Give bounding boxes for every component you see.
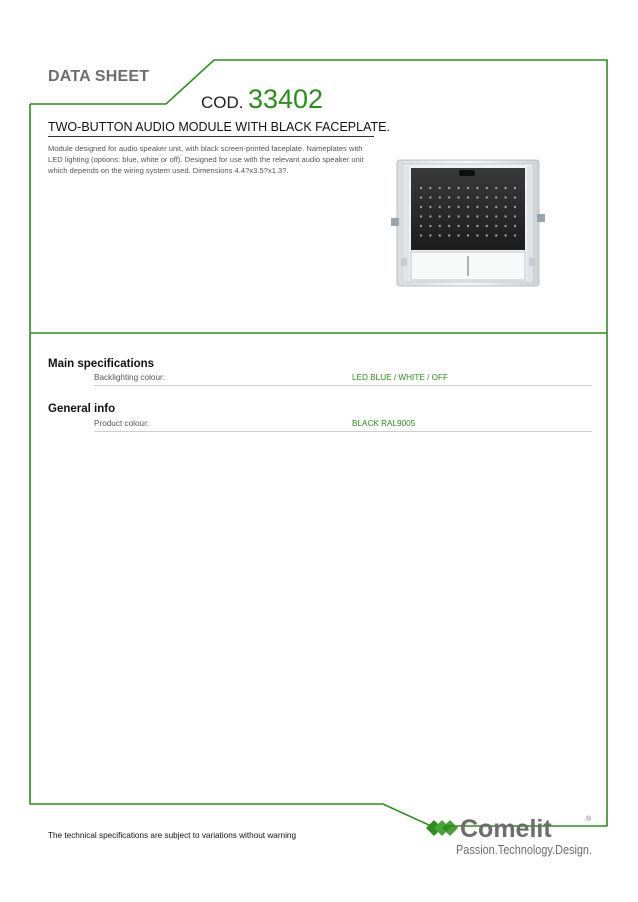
grill-hole (476, 196, 478, 198)
grill-hole (429, 225, 431, 227)
grill-hole (429, 187, 431, 189)
code-number: 33402 (247, 84, 324, 114)
grill-hole (448, 225, 450, 227)
product-description: Module designed for audio speaker unit, with black screen-printed faceplate. Nameplates with LED lighting (options: blue, white or off). Designed for use with the relevant audio speaker unit which depends on the wiring system used. Dimensions 4.4?x3.5?x1.3?. (48, 144, 364, 175)
spec-value: LED BLUE / WHITE / OFF (352, 373, 448, 382)
grill-hole (420, 215, 422, 217)
code-label: COD. (201, 93, 244, 112)
main-specifications-heading: Main specifications (48, 358, 155, 370)
grill-hole (504, 225, 506, 227)
grill-hole (504, 196, 506, 198)
document-title: DATA SHEET (48, 68, 150, 85)
grill-hole (429, 234, 431, 236)
grill-hole (457, 187, 459, 189)
grill-hole (476, 234, 478, 236)
grill-hole (420, 206, 422, 208)
grill-hole (486, 187, 488, 189)
grill-hole (486, 225, 488, 227)
grill-hole (420, 196, 422, 198)
grill-hole (457, 206, 459, 208)
grill-hole (429, 206, 431, 208)
grill-hole (467, 196, 469, 198)
grill-hole (514, 196, 516, 198)
grill-hole (448, 187, 450, 189)
grill-hole (439, 215, 441, 217)
grill-hole (504, 215, 506, 217)
grill-hole (514, 234, 516, 236)
grill-hole (486, 215, 488, 217)
grill-hole (486, 206, 488, 208)
grill-hole (429, 215, 431, 217)
spec-label: Product colour: (94, 419, 150, 428)
grill-hole (467, 215, 469, 217)
grill-hole (476, 215, 478, 217)
brand-tagline: Passion.Technology.Design. (456, 842, 592, 857)
grill-hole (504, 234, 506, 236)
grill-hole (514, 225, 516, 227)
grill-hole (448, 196, 450, 198)
spec-label: Backlighting colour: (94, 373, 165, 382)
grill-hole (476, 225, 478, 227)
grill-hole (420, 187, 422, 189)
grill-hole (486, 196, 488, 198)
grill-hole (467, 225, 469, 227)
registered-mark: ® (586, 816, 592, 823)
grill-hole (448, 215, 450, 217)
title-underline (48, 136, 374, 137)
spec-row-product-colour (94, 418, 592, 432)
grill-hole (448, 206, 450, 208)
grill-hole (420, 234, 422, 236)
spec-row-backlighting (94, 372, 592, 386)
spec-value: BLACK RAL9005 (352, 419, 416, 428)
grill-hole (429, 196, 431, 198)
grill-hole (467, 206, 469, 208)
grill-hole (467, 234, 469, 236)
product-title: TWO-BUTTON AUDIO MODULE WITH BLACK FACEPLATE. (48, 120, 390, 134)
footer-disclaimer: The technical specifications are subject to variations without warning (48, 831, 297, 840)
grill-hole (514, 187, 516, 189)
grill-hole (495, 215, 497, 217)
grill-hole (467, 187, 469, 189)
grill-hole (504, 206, 506, 208)
comelit-logo (424, 812, 596, 860)
grill-hole (495, 187, 497, 189)
brand-name: Comelit (460, 815, 552, 843)
grill-hole (420, 225, 422, 227)
grill-hole (495, 206, 497, 208)
general-info-heading: General info (48, 403, 116, 415)
grill-hole (514, 206, 516, 208)
grill-hole (439, 187, 441, 189)
grill-hole (457, 215, 459, 217)
grill-hole (504, 187, 506, 189)
grill-hole (495, 225, 497, 227)
grill-hole (448, 234, 450, 236)
grill-hole (439, 196, 441, 198)
grill-hole (514, 215, 516, 217)
grill-hole (457, 234, 459, 236)
grill-hole (439, 225, 441, 227)
grill-hole (495, 196, 497, 198)
product-code (201, 84, 323, 115)
grill-hole (457, 196, 459, 198)
grill-hole (495, 234, 497, 236)
comelit-mark-icon (426, 820, 458, 836)
grill-hole (439, 206, 441, 208)
grill-hole (476, 187, 478, 189)
grill-hole (457, 225, 459, 227)
grill-hole (486, 234, 488, 236)
product-image (389, 158, 549, 290)
grill-hole (439, 234, 441, 236)
grill-hole (476, 206, 478, 208)
